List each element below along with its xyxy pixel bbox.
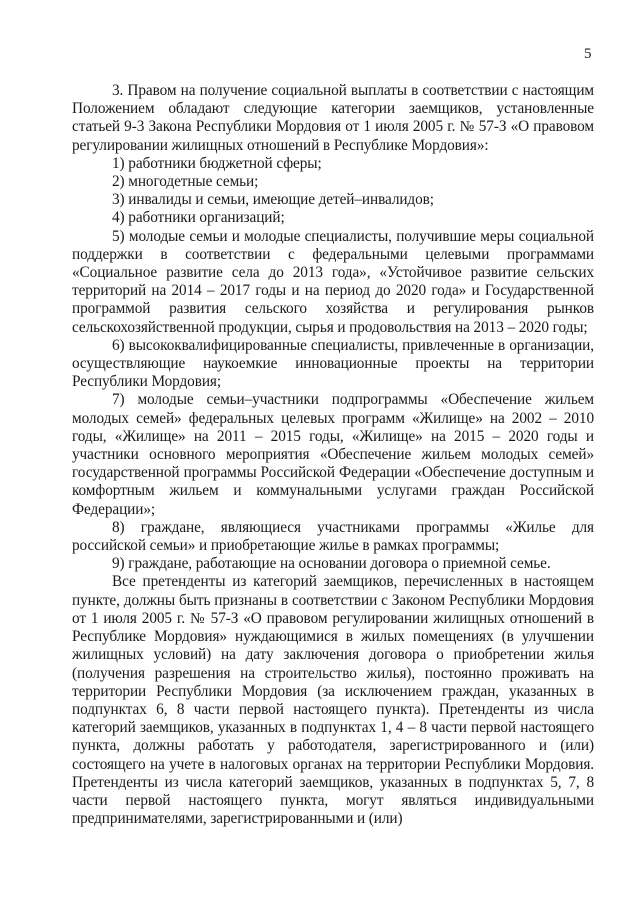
list-item-3: 3) инвалиды и семьи, имеющие детей–инвалидов;	[112, 191, 434, 209]
paragraph-clause-3: 3. Правом на получение социальной выплаты в соответствии с настоящим Положением обладают следующие категории заемщиков, установленные статьей 9-3 Закона Республики Мордовия от 1 июля 2005 г. № 57-З «О правовом регулировании жилищных отношений в Республике Мордовия»:	[72, 82, 594, 154]
list-item-7: 7) молодые семьи–участники подпрограммы «Обеспечение жильем молодых семей» федеральных целевых программ «Жилище» на 2002 – 2010 годы, «Жилище» на 2011 – 2015 годы, «Жилище» на 2015 – 2020 годы и участники основного мероприятия «Обеспечение жильем молодых семей» государственной программы Российской Федерации «Обеспечение доступным и комфортным жильем и коммунальными услугами граждан Российской Федерации»;	[72, 391, 594, 518]
list-item-1: 1) работники бюджетной сферы;	[112, 154, 322, 172]
document-body	[72, 82, 594, 828]
list-item-6: 6) высококвалифицированные специалисты, привлеченные в организации, осуществляющие наукоемкие инновационные проекты на территории Республики Мордовия;	[72, 336, 594, 391]
list-item-8: 8) граждане, являющиеся участниками программы «Жилье для российской семьи» и приобретающие жилье в рамках программы;	[72, 518, 594, 555]
paragraph-closing: Все претенденты из категорий заемщиков, перечисленных в настоящем пункте, должны быть признаны в соответствии с Законом Республики Мордовия от 1 июля 2005 г. № 57-З «О правовом регулировании жилищных отношений в Республике Мордовия» нуждающимися в жилых помещениях (в улучшении жилищных условий) на дату заключения договора о приобретении жилья (получения разрешения на строительство жилья), постоянно проживать на территории Республики Мордовия (за исключением граждан, указанных в подпунктах 6, 8 части первой настоящего пункта). Претенденты из числа категорий заемщиков, указанных в подпунктах 1, 4 – 8 части первой настоящего пункта, должны работать у работодателя, зарегистрированного и (или) состоящего на учете в налоговых органах на территории Республики Мордовия. Претенденты из числа категорий заемщиков, указанных в подпунктах 5, 7, 8 части первой настоящего пункта, могут являться индивидуальными предпринимателями, зарегистрированными и (или)	[72, 573, 594, 828]
list-item-2: 2) многодетные семьи;	[112, 173, 259, 191]
page-number: 5	[584, 46, 592, 62]
list-item-5: 5) молодые семьи и молодые специалисты, получившие меры социальной поддержки в соответствии с федеральными целевыми программами «Социальное развитие села до 2013 года», «Устойчивое развитие сельских территорий на 2014 – 2017 годы и на период до 2020 года» и Государственной программой развития сельского хозяйства и регулирования рынков сельскохозяйственной продукции, сырья и продовольствия на 2013 – 2020 годы;	[72, 227, 594, 336]
list-item-9: 9) граждане, работающие на основании договора о приемной семье.	[112, 555, 551, 573]
list-item-4: 4) работники организаций;	[112, 209, 285, 227]
